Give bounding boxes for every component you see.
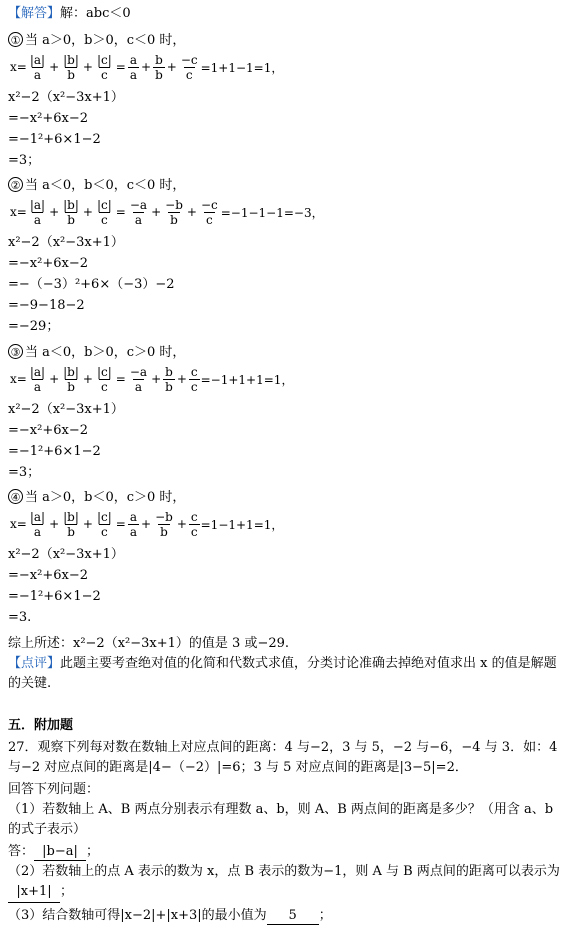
case-equation: [10, 195, 324, 229]
equation-lhs: x=: [10, 205, 27, 219]
sign-fraction-denominator: a: [134, 212, 143, 227]
question-3-text: （3）结合数轴可得|x−2|+|x+3|的最小值为: [8, 908, 267, 923]
case-step: x²−2（x²−3x+1）: [8, 90, 124, 105]
sign-fraction-numerator: c: [190, 509, 198, 524]
sign-fraction-numerator: a: [129, 52, 138, 67]
case-step: =−1²+6×1−2: [8, 444, 101, 459]
abs-fraction: [95, 198, 114, 227]
sign-fraction-denominator: a: [129, 524, 138, 539]
sign-fraction-denominator: b: [160, 524, 168, 539]
case-condition-text: 当 a＜0，b＜0，c＜0 时，: [25, 178, 186, 193]
operator: +: [176, 372, 187, 386]
operator: +: [176, 517, 187, 531]
abs-fraction: [95, 53, 114, 82]
abs-fraction-denominator: b: [67, 379, 75, 394]
answer-1-label: 答：: [8, 844, 35, 859]
abs-fraction-denominator: c: [101, 67, 108, 82]
question-3: [8, 908, 332, 924]
equation-lhs: x=: [10, 517, 27, 531]
abs-fraction-numerator: |c|: [96, 197, 112, 212]
abs-fraction: [61, 365, 81, 394]
case-step: =−9−18−2: [8, 298, 85, 313]
case-number: ①: [8, 32, 23, 47]
sign-fraction-denominator: c: [185, 67, 193, 82]
case-number: ④: [8, 489, 23, 504]
abs-fraction: [61, 510, 81, 539]
operator: +: [49, 517, 60, 531]
abs-fraction-numerator: |c|: [96, 52, 112, 67]
case-equation: [10, 50, 283, 84]
abs-fraction: [95, 510, 114, 539]
abs-fraction-numerator: |b|: [63, 197, 79, 212]
operator: +: [49, 60, 60, 74]
case-step: =−1²+6×1−2: [8, 589, 101, 604]
abs-fraction-denominator: b: [67, 524, 75, 539]
sign-fraction: [179, 53, 200, 82]
operator: =: [115, 60, 126, 74]
answer-1: |b−a|: [34, 844, 86, 861]
abs-fraction-numerator: |b|: [63, 52, 79, 67]
abs-fraction-denominator: b: [67, 212, 75, 227]
case-step: =−（−3）²+6×（−3）−2: [8, 277, 175, 292]
sign-fraction-numerator: −c: [180, 52, 198, 67]
sign-fraction-denominator: b: [170, 212, 178, 227]
sign-fraction: [128, 53, 139, 82]
summary-line: 综上所述：x²−2（x²−3x+1）的值是 3 或−29.: [8, 636, 290, 651]
case-number: ②: [8, 177, 23, 192]
sign-fraction-numerator: c: [190, 364, 198, 379]
abs-fraction-denominator: a: [33, 212, 42, 227]
case-result: =−1−1−1=−3，: [220, 205, 324, 220]
abs-fraction-numerator: |c|: [96, 509, 112, 524]
abs-fraction-numerator: |b|: [63, 364, 79, 379]
sign-fraction-denominator: a: [129, 67, 138, 82]
case-result: =1+1−1=1，: [200, 60, 284, 75]
case-step: =−x²+6x−2: [8, 423, 88, 438]
sign-fraction-numerator: a: [129, 509, 138, 524]
question-2-text: （2）若数轴上的点 A 表示的数为 x，点 B 表示的数为−1，则 A 与 B 两点间的距离可以表示为: [8, 864, 560, 879]
problem-intro: 27．观察下列每对数在数轴上对应点间的距离：4 与−2，3 与 5，−2 与−6，−4 与 3．如：4 与−2 对应点间的距离是|4−（−2）|=6；3 与 5 对应点间的距离是|3−5|=2．: [8, 740, 558, 775]
abs-fraction: [61, 53, 81, 82]
case-equation: [10, 507, 283, 541]
case-condition: [8, 32, 185, 48]
case-step: =3；: [8, 465, 41, 480]
solution-header: [8, 6, 131, 22]
abs-fraction-denominator: a: [33, 67, 42, 82]
sign-fraction-denominator: b: [155, 67, 163, 82]
solution-tag: 【解答】: [8, 6, 61, 21]
case-number: ③: [8, 344, 23, 359]
answer-2: |x+1|: [8, 882, 60, 903]
sign-fraction-numerator: −c: [200, 197, 218, 212]
sign-fraction: [128, 198, 149, 227]
question-1: （1）若数轴上 A、B 两点分别表示有理数 a、b，则 A、B 两点间的距离是多少？（用含 a、b 的式子表示）: [8, 802, 554, 837]
answer-3-tail: ；: [318, 908, 332, 923]
abs-fraction-numerator: |c|: [96, 364, 112, 379]
case-step: x²−2（x²−3x+1）: [8, 547, 124, 562]
sign-fraction: [153, 53, 165, 82]
solution-intro: 解：abc＜0: [60, 6, 131, 21]
question-2: [8, 862, 568, 903]
abs-fraction: [28, 198, 47, 227]
sign-fraction: [189, 365, 200, 394]
case-equation: [10, 362, 293, 396]
operator: +: [151, 372, 162, 386]
sign-fraction-denominator: b: [165, 379, 173, 394]
case-step: =3；: [8, 153, 41, 168]
sign-fraction-numerator: −a: [129, 364, 148, 379]
case-condition-text: 当 a＞0，b＞0，c＜0 时，: [25, 33, 186, 48]
operator: +: [151, 205, 162, 219]
sign-fraction: [128, 365, 149, 394]
operator: +: [49, 372, 60, 386]
case-condition: [8, 177, 185, 193]
sign-fraction: [128, 510, 139, 539]
operator: =: [115, 517, 126, 531]
case-condition-text: 当 a＜0，b＞0，c＞0 时，: [25, 345, 186, 360]
abs-fraction-denominator: a: [33, 524, 42, 539]
case-step: =−x²+6x−2: [8, 256, 88, 271]
equation-lhs: x=: [10, 60, 27, 74]
abs-fraction: [28, 53, 47, 82]
operator: +: [186, 205, 197, 219]
abs-fraction-denominator: c: [101, 379, 108, 394]
operator: =: [115, 372, 126, 386]
abs-fraction-denominator: c: [101, 524, 108, 539]
sign-fraction-numerator: −b: [165, 197, 183, 212]
section-title: 五．附加题: [8, 718, 74, 733]
sign-fraction-denominator: a: [134, 379, 143, 394]
operator: +: [141, 60, 152, 74]
abs-fraction-denominator: b: [67, 67, 75, 82]
answer-1-line: [8, 844, 99, 860]
sign-fraction-denominator: c: [205, 212, 213, 227]
operator: +: [82, 205, 93, 219]
case-step: x²−2（x²−3x+1）: [8, 402, 124, 417]
case-step: =3.: [8, 610, 32, 625]
abs-fraction-numerator: |a|: [29, 52, 46, 67]
operator: +: [141, 517, 152, 531]
operator: +: [82, 60, 93, 74]
problem-ask: 回答下列问题：: [8, 782, 100, 797]
case-step: x²−2（x²−3x+1）: [8, 235, 124, 250]
sign-fraction: [189, 510, 200, 539]
sign-fraction-denominator: c: [190, 379, 198, 394]
sign-fraction-denominator: c: [190, 524, 198, 539]
sign-fraction-numerator: −a: [129, 197, 148, 212]
equation-lhs: x=: [10, 372, 27, 386]
abs-fraction: [95, 365, 114, 394]
abs-fraction: [61, 198, 81, 227]
case-condition: [8, 344, 185, 360]
case-step: =−29；: [8, 319, 60, 334]
comment-block: [8, 654, 568, 694]
sign-fraction: [199, 198, 220, 227]
case-condition: [8, 489, 185, 505]
abs-fraction: [28, 365, 47, 394]
abs-fraction: [28, 510, 47, 539]
comment-text: 此题主要考查绝对值的化简和代数式求值，分类讨论准确去掉绝对值求出 x 的值是解题的关键.: [8, 656, 557, 691]
operator: +: [49, 205, 60, 219]
answer-2-tail: ；: [60, 884, 74, 899]
abs-fraction-denominator: c: [101, 212, 108, 227]
sign-fraction-numerator: b: [155, 52, 163, 67]
case-result: =1−1+1=1，: [200, 517, 284, 532]
case-condition-text: 当 a＞0，b＜0，c＞0 时，: [25, 490, 186, 505]
operator: +: [166, 60, 177, 74]
answer-1-tail: ；: [86, 844, 100, 859]
sign-fraction: [153, 510, 175, 539]
abs-fraction-denominator: a: [33, 379, 42, 394]
case-step: =−x²+6x−2: [8, 568, 88, 583]
operator: +: [82, 372, 93, 386]
sign-fraction-numerator: −b: [155, 509, 173, 524]
abs-fraction-numerator: |b|: [63, 509, 79, 524]
answer-3: 5: [267, 908, 319, 925]
sign-fraction-numerator: b: [165, 364, 173, 379]
case-result: =−1+1+1=1，: [200, 372, 294, 387]
sign-fraction: [163, 365, 175, 394]
abs-fraction-numerator: |a|: [29, 197, 46, 212]
abs-fraction-numerator: |a|: [29, 509, 46, 524]
operator: =: [115, 205, 126, 219]
sign-fraction: [163, 198, 185, 227]
abs-fraction-numerator: |a|: [29, 364, 46, 379]
operator: +: [82, 517, 93, 531]
case-step: =−1²+6×1−2: [8, 132, 101, 147]
comment-tag: 【点评】: [8, 656, 61, 671]
case-step: =−x²+6x−2: [8, 111, 88, 126]
